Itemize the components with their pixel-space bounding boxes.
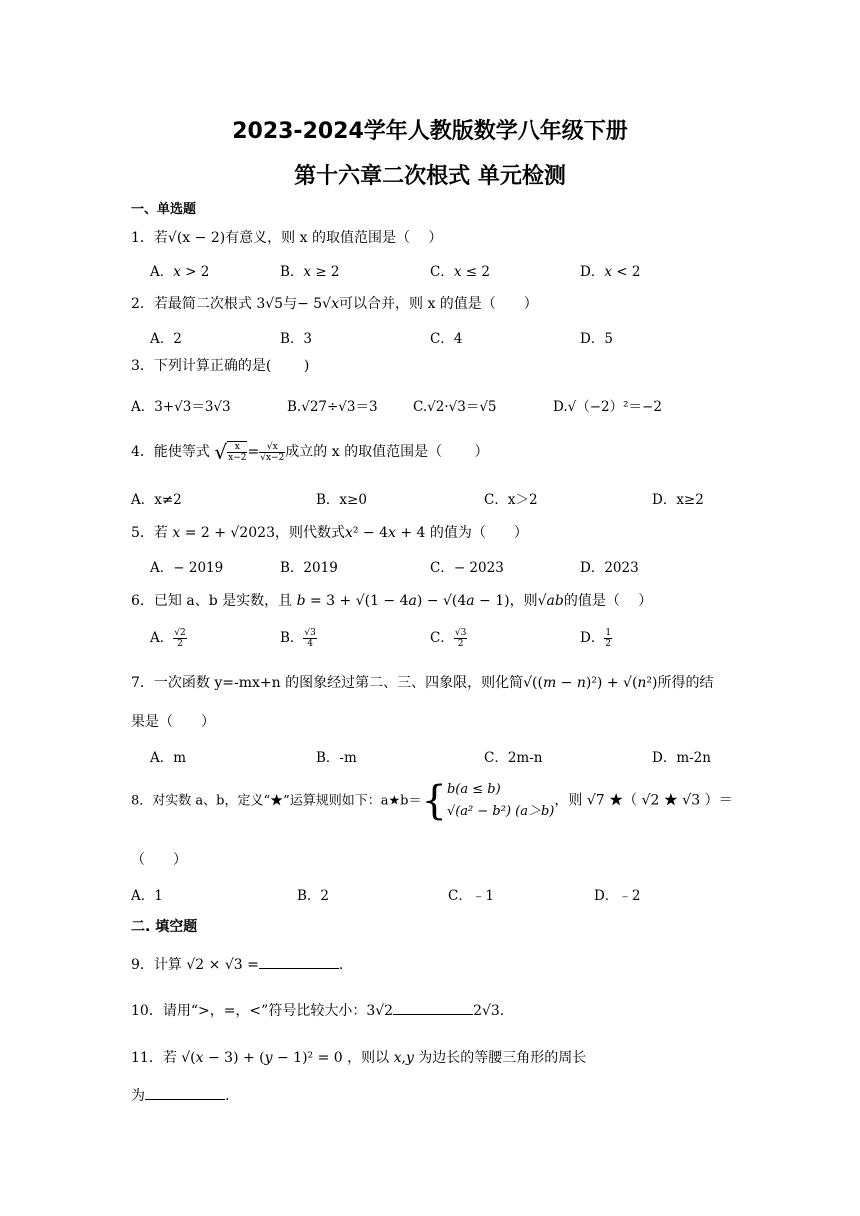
- doc-title-line2: 第十六章二次根式 单元检测: [294, 164, 566, 189]
- question-8-option-d: D．﹣2: [594, 888, 641, 904]
- question-9: [131, 954, 343, 974]
- question-1-option-a: A．𝑥 > 2: [150, 264, 210, 280]
- question-1-option-d: D．𝑥 < 2: [580, 264, 641, 280]
- question-3-stem: 3．下列计算正确的是( ): [131, 358, 310, 374]
- question-7-option-b: B．-m: [316, 750, 357, 766]
- question-1-stem: 1．若√(x − 2)有意义，则 x 的取值范围是（ ）: [131, 230, 443, 246]
- question-7-stem-line1: 7．一次函数 y=-mx+n 的图象经过第二、三、四象限，则化简√((𝑚 − 𝑛)²) + √(𝑛²)所得的结: [131, 675, 714, 691]
- question-7-option-a: A．m: [150, 750, 187, 766]
- question-2-option-b: B．3: [280, 331, 313, 347]
- question-4-frac-right-num: √x: [259, 442, 285, 453]
- question-7-stem-line2: 果是（ ）: [131, 714, 215, 730]
- question-4-stem-prefix: 4．能使等式: [131, 444, 210, 460]
- question-2-option-d: D．5: [580, 331, 613, 347]
- sqrt-sign-icon: √: [214, 440, 228, 464]
- question-8-stem-suffix: ，则 √7 ★（ √2 ★ √3 ）＝: [554, 792, 733, 809]
- question-3-option-c: C.√2·√3＝√5: [413, 399, 497, 415]
- question-9-suffix: .: [338, 957, 344, 973]
- question-11-line1: 11．若 √(𝑥 − 3) + (𝑦 − 1)² = 0 ，则以 𝑥,𝑦 为边长的等腰三角形的周长: [131, 1050, 587, 1066]
- question-3-option-d: D.√（−2）²＝−2: [553, 399, 662, 415]
- question-11-suffix: .: [225, 1088, 230, 1104]
- question-4-fraction-left: [227, 441, 247, 463]
- option-label: A．: [150, 630, 174, 646]
- question-4-stem: 4．能使等式 √ $\frac{x}{x-2}$ = $\frac{√x}{√x-2}$ 成立的 x 的取值范围是（ ）: [131, 440, 489, 464]
- question-5-stem: 5．若 𝑥 = 2 + √2023，则代数式𝑥² − 4𝑥 + 4 的值为（ ）: [131, 525, 528, 541]
- question-4-frac-right-den: √x−2: [260, 452, 285, 463]
- question-9-prefix: 9．计算 √2 × √3 =: [131, 957, 259, 973]
- question-4-option-a: A．x≠2: [131, 492, 182, 508]
- option-fraction: [454, 628, 467, 649]
- option-label: D．: [580, 630, 605, 646]
- question-4-fraction-right: [259, 442, 285, 463]
- question-8-case-2: √(a² − b²) (a＞b): [446, 804, 555, 819]
- question-1-option-c: C．𝑥 ≤ 2: [430, 264, 490, 280]
- frac-num: 1: [605, 628, 612, 638]
- question-4-option-b: B．x≥0: [316, 492, 367, 508]
- question-2-option-a: A．2: [150, 331, 182, 347]
- frac-num: √3: [454, 628, 467, 638]
- question-4-frac-left-num: x: [227, 442, 247, 453]
- question-8-option-b: B．2: [297, 888, 330, 904]
- left-brace-icon: {: [421, 778, 447, 824]
- option-fraction: [604, 628, 612, 649]
- option-label: C．: [430, 630, 454, 646]
- question-4-option-d: D．x≥2: [652, 492, 704, 508]
- answer-blank-10[interactable]: [393, 1000, 473, 1015]
- question-8-option-a: A．1: [131, 888, 163, 904]
- doc-title-line1: 2023-2024学年人教版数学八年级下册: [232, 119, 628, 144]
- question-10-suffix: 2√3.: [473, 1003, 505, 1019]
- frac-num: √3: [304, 628, 316, 638]
- frac-den: 4: [307, 639, 314, 649]
- question-4-stem-suffix: 成立的 x 的取值范围是（ ）: [285, 444, 489, 460]
- question-8-stem: [131, 779, 733, 823]
- question-5-option-c: C．− 2023: [430, 560, 504, 576]
- question-10-prefix: 10．请用“>，=，<”符号比较大小：3√2: [131, 1003, 394, 1019]
- question-1-option-b: B．𝑥 ≥ 2: [280, 264, 340, 280]
- question-2-option-c: C．4: [430, 331, 463, 347]
- question-5-option-a: A．− 2019: [150, 560, 224, 576]
- answer-blank-9[interactable]: [259, 954, 339, 969]
- question-6-option-b: [280, 626, 317, 649]
- frac-den: 2: [605, 639, 612, 649]
- question-6-option-c: [430, 626, 467, 649]
- option-fraction: [173, 628, 186, 649]
- option-fraction: [303, 628, 316, 649]
- answer-blank-11[interactable]: [145, 1085, 225, 1100]
- question-4-option-c: C．x＞2: [484, 492, 538, 508]
- question-10: [131, 1000, 504, 1020]
- question-6-option-d: [580, 626, 612, 649]
- question-3-option-a: A．3+√3＝3√3: [131, 399, 231, 415]
- question-11-prefix: 为: [131, 1088, 145, 1104]
- question-3-option-b: B.√27÷√3＝3: [287, 399, 378, 415]
- section-heading-fill-in: 二. 填空题: [131, 919, 198, 935]
- question-8-option-c: C．﹣1: [448, 888, 494, 904]
- frac-den: 2: [457, 639, 464, 649]
- question-8-stem-line2: （ ）: [131, 852, 187, 868]
- question-8-cases: [447, 779, 554, 823]
- question-6-option-a: [150, 626, 187, 649]
- question-7-option-d: D．m-2n: [652, 750, 711, 766]
- frac-den: 2: [177, 639, 183, 649]
- question-2-stem: 2．若最简二次根式 3√5与− 5√𝑥可以合并，则 x 的值是（ ）: [131, 296, 538, 312]
- frac-num: √2: [174, 628, 186, 638]
- question-11-line2: [131, 1085, 229, 1105]
- question-5-option-b: B．2019: [280, 560, 338, 576]
- question-6-stem: 6．已知 a、b 是实数，且 𝑏 = 3 + √(1 − 4𝑎) − √(4𝑎 − 1)，则√𝑎𝑏的值是（ ）: [131, 593, 653, 609]
- question-5-option-d: D．2023: [580, 560, 639, 576]
- option-label: B．: [280, 630, 304, 646]
- question-8-stem-prefix: 8．对实数 a、b，定义“★”运算规则如下：a★b＝: [131, 793, 422, 809]
- question-4-frac-left-den: x−2: [228, 453, 247, 463]
- section-heading-single-choice: 一、单选题: [131, 202, 197, 217]
- question-7-option-c: C．2m-n: [484, 750, 543, 766]
- question-8-case-1: b(a ≤ b): [446, 782, 501, 797]
